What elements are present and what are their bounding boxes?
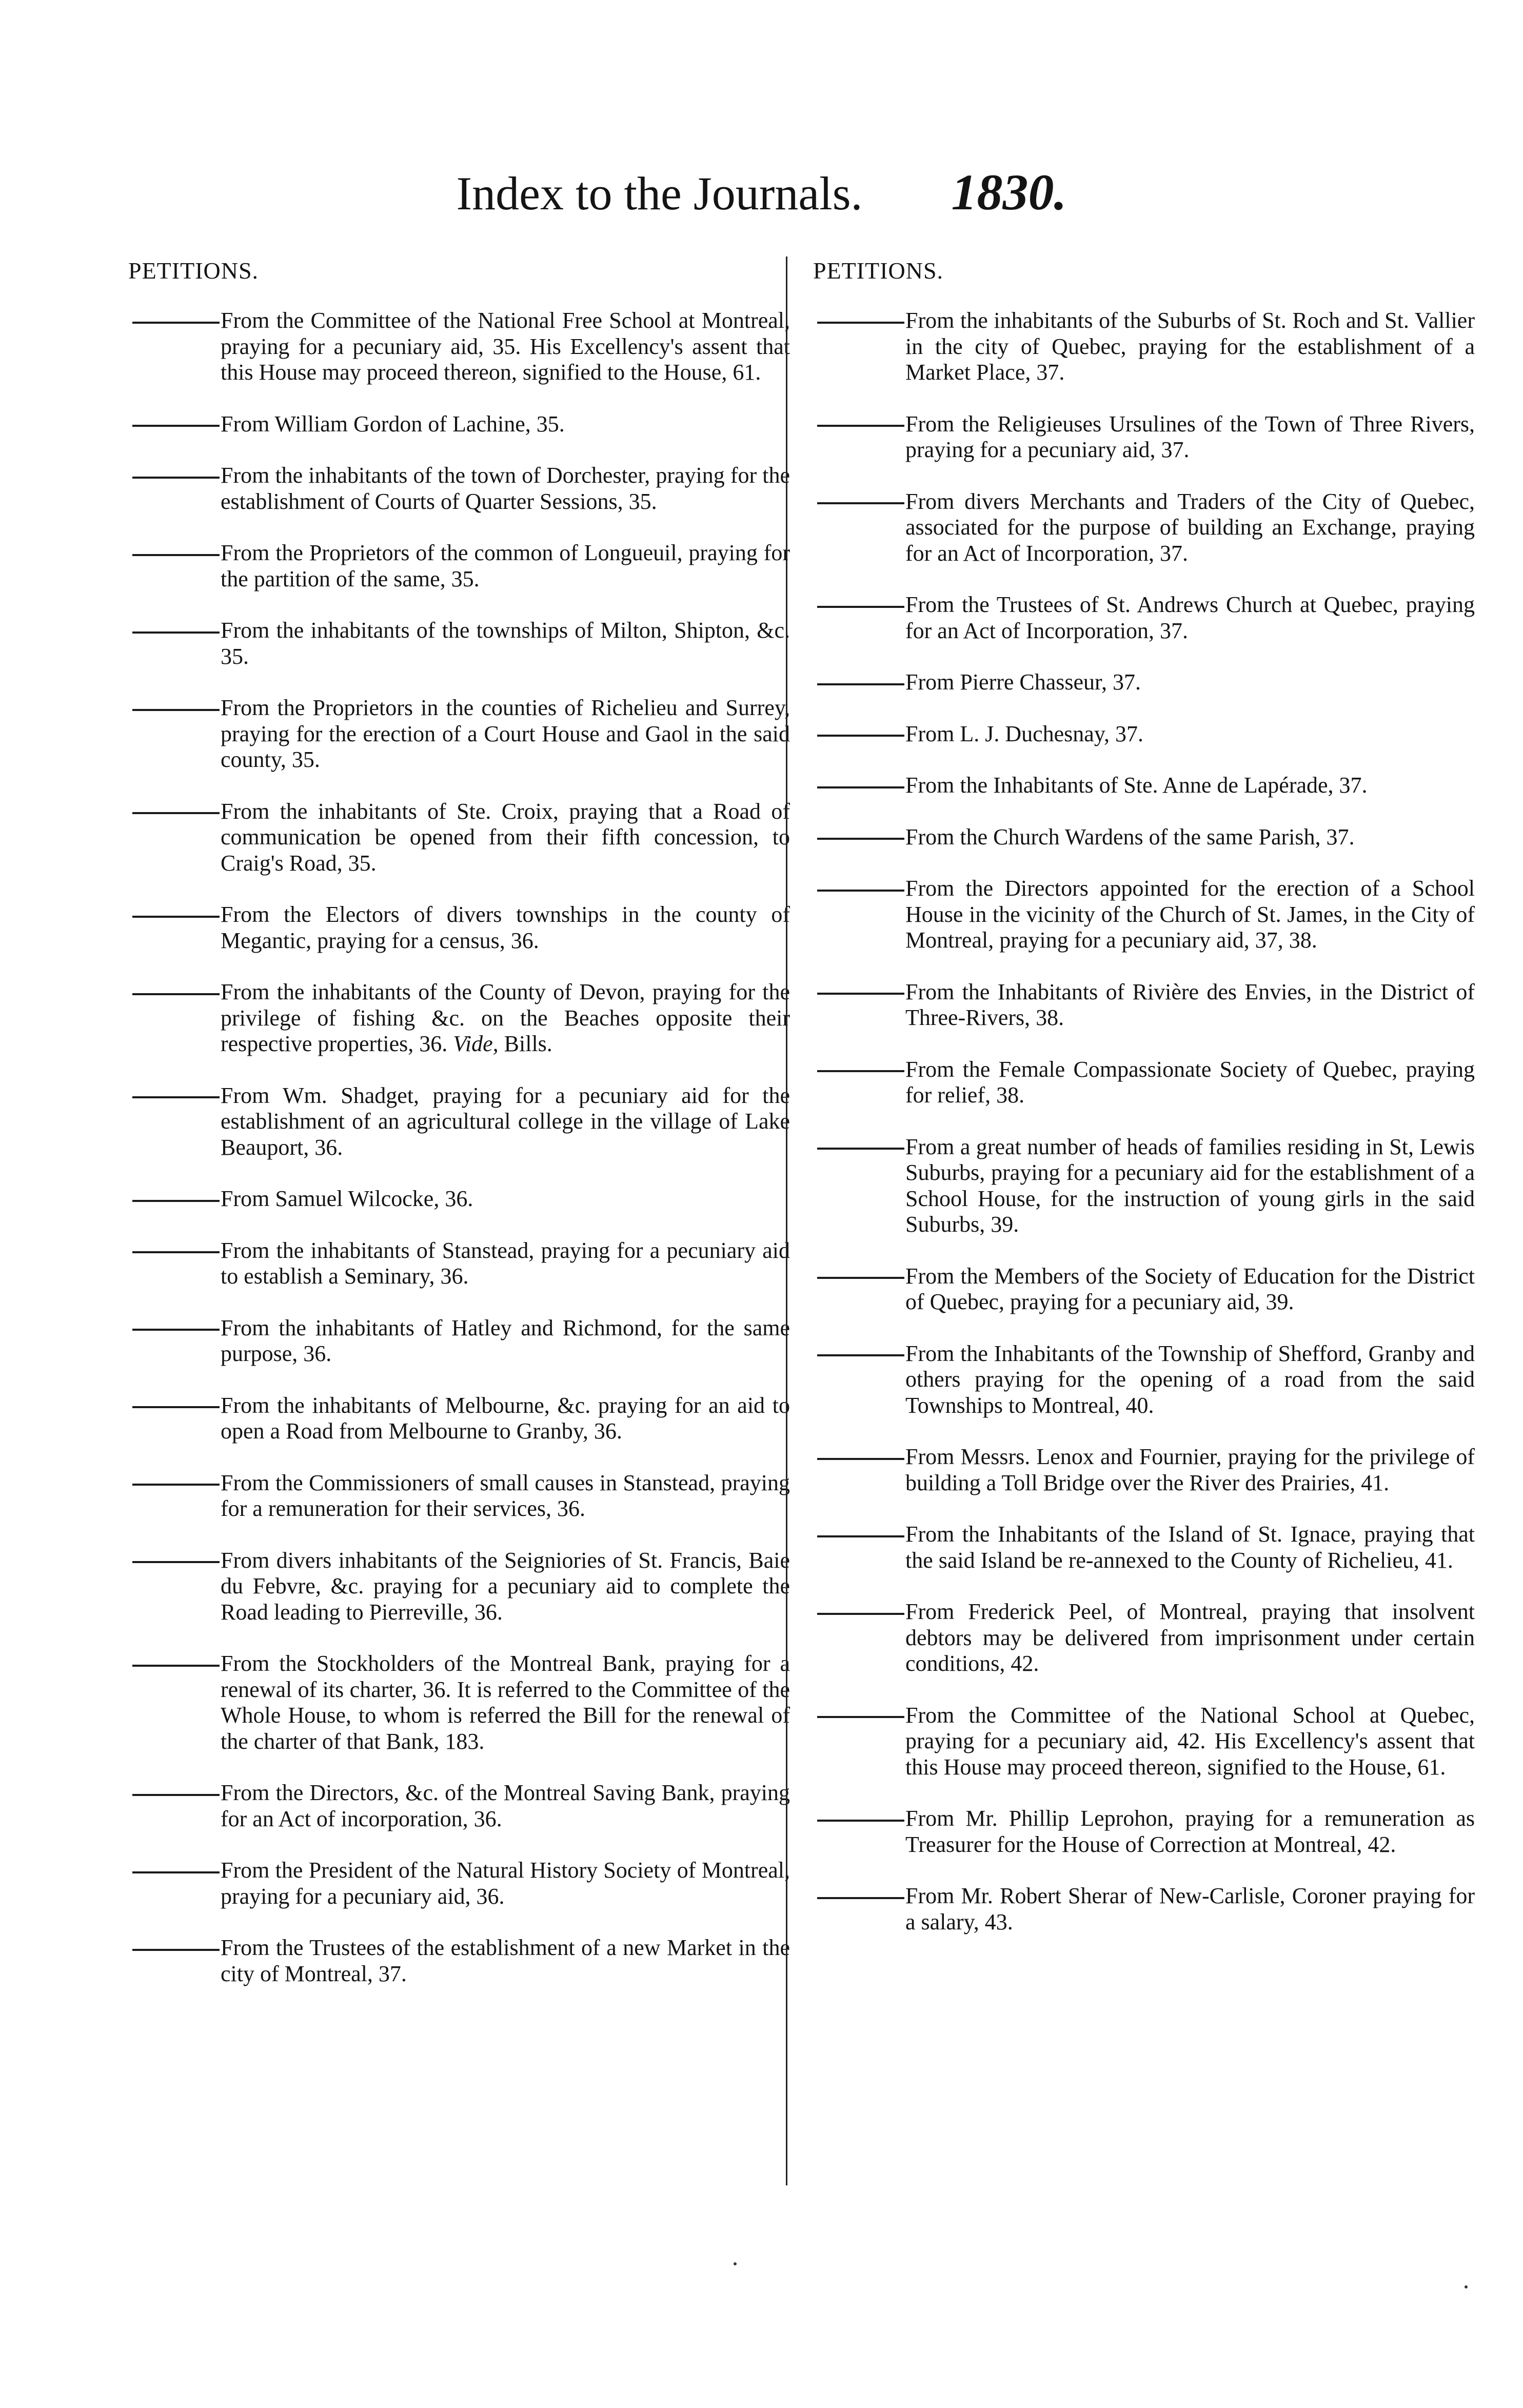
petition-left-entry [128, 1238, 790, 1290]
entry-dash [813, 320, 905, 325]
entry-text: From the Directors appointed for the erection of a School House in the vicinity of the Church of St. James, in the City of Montreal, praying for a pecuniary aid, 37, 38. [905, 876, 1475, 953]
entry-text: From the Inhabitants of the Township of Shefford, Granby and others praying for the opening of a road from the said Townships to Montreal, 40. [905, 1340, 1475, 1418]
petition-right-entry [813, 1134, 1475, 1238]
petition-right-entry [813, 1264, 1475, 1315]
entry-dash [813, 1611, 905, 1616]
entry-dash [813, 991, 905, 996]
petition-left-entry [128, 695, 790, 773]
entry-text: From the Committee of the National Free School at Montreal, praying for a pecuniary aid, 35. His Excellency's assent that this House may proceed thereon, signified to the House, 61. [221, 308, 790, 385]
entry-dash [813, 888, 905, 893]
left-column-heading: PETITIONS. [128, 258, 259, 284]
entry-dash [813, 1818, 905, 1823]
petition-right-entry [813, 592, 1475, 644]
petition-right-entry [813, 1806, 1475, 1858]
entry-text: From the Inhabitants of the Island of St. Ignace, praying that the said Island be re-annexed to the County of Richelieu, 41. [905, 1522, 1475, 1573]
petition-left-entry [128, 902, 790, 954]
left-column [128, 256, 790, 2012]
entry-dash [813, 682, 905, 687]
entry-text: From the inhabitants of the town of Dorchester, praying for the establishment of Courts of Quarter Sessions, 35. [221, 463, 790, 514]
entry-dash [813, 785, 905, 790]
entry-dash [128, 1198, 221, 1203]
petition-right-entry [813, 1883, 1475, 1935]
entry-text: From the Religieuses Ursulines of the Town of Three Rivers, praying for a pecuniary aid, 37. [905, 411, 1475, 462]
entry-text: From divers inhabitants of the Seigniories of St. Francis, Baie du Febvre, &c. praying for a pecuniary aid to complete the Road leading to Pierreville, 36. [221, 1547, 790, 1625]
entry-dash [128, 1095, 221, 1100]
entry-dash [813, 1534, 905, 1539]
page-title: Index to the Journals. [456, 167, 863, 220]
petition-left-entry [128, 799, 790, 877]
print-speck [1465, 2285, 1468, 2288]
entry-text: From Messrs. Lenox and Fournier, praying for the privilege of building a Toll Bridge over the River des Prairies, 41. [905, 1444, 1475, 1495]
entry-text: From the inhabitants of Melbourne, &c. praying for an aid to open a Road from Melbourne to Granby, 36. [221, 1392, 790, 1444]
petition-right-entry [813, 308, 1475, 386]
entry-text: From the Inhabitants of Rivière des Envies, in the District of Three-Rivers, 38. [905, 979, 1475, 1030]
entry-dash [128, 1947, 221, 1952]
entry-text: From the Inhabitants of Ste. Anne de Lapérade, 37. [905, 773, 1368, 798]
petition-right-entry [813, 1057, 1475, 1109]
entry-dash [128, 1792, 221, 1798]
entry-text: From Mr. Robert Sherar of New-Carlisle, Coroner praying for a salary, 43. [905, 1883, 1475, 1935]
right-column-heading: PETITIONS. [813, 258, 944, 284]
entry-text: From the Female Compassionate Society of Quebec, praying for relief, 38. [905, 1056, 1475, 1108]
petition-right-entry [813, 1703, 1475, 1781]
entry-text: From the Trustees of the establishment of a new Market in the city of Montreal, 37. [221, 1935, 790, 1986]
petition-left-entry [128, 618, 790, 669]
entry-dash [128, 1405, 221, 1410]
entry-dash [128, 1482, 221, 1487]
petition-right-entry [813, 824, 1475, 851]
petition-right-entry [813, 773, 1475, 799]
entry-dash [128, 1327, 221, 1332]
petition-right-entry [813, 1599, 1475, 1677]
entry-text: From the Committee of the National School at Quebec, praying for a pecuniary aid, 42. His Excellency's assent that this House may proceed thereon, signified to the House, 61. [905, 1702, 1475, 1780]
entry-dash [813, 604, 905, 609]
entry-dash [128, 1663, 221, 1668]
print-speck [734, 2262, 737, 2265]
petition-left-entry [128, 1315, 790, 1367]
entry-text: From the Members of the Society of Education for the District of Quebec, praying for a pecuniary aid, 39. [905, 1263, 1475, 1314]
entry-dash [813, 1353, 905, 1358]
entry-text: From Pierre Chasseur, 37. [905, 669, 1141, 695]
right-entry-list [813, 308, 1475, 1935]
petition-left-entry [128, 979, 790, 1057]
entry-text: From L. J. Duchesnay, 37. [905, 721, 1143, 746]
entry-text: From the Commissioners of small causes in Stanstead, praying for a remuneration for their services, 36. [221, 1470, 790, 1521]
left-entry-list [128, 308, 790, 1987]
petition-right-entry [813, 979, 1475, 1031]
petition-right-entry [813, 1341, 1475, 1419]
petition-left-entry [128, 463, 790, 515]
entry-dash [128, 992, 221, 997]
petition-left-entry [128, 1935, 790, 1987]
entry-text: From the Stockholders of the Montreal Bank, praying for a renewal of its charter, 36. It is referred to the Committee of the Whole House, to whom is referred the Bill for the renewal of the charter of that Bank, 183. [221, 1651, 790, 1754]
entry-text: From Frederick Peel, of Montreal, praying that insolvent debtors may be delivered from imprisonment under certain conditions, 42. [905, 1599, 1475, 1676]
entry-text: From the inhabitants of Hatley and Richmond, for the same purpose, 36. [221, 1315, 790, 1366]
petition-left-entry [128, 1780, 790, 1832]
entry-text: From divers Merchants and Traders of the City of Quebec, associated for the purpose of building an Exchange, praying for an Act of Incorporation, 37. [905, 488, 1475, 566]
page-year: 1830. [951, 164, 1067, 221]
page-header [0, 164, 1523, 222]
petition-left-entry [128, 1651, 790, 1754]
petition-left-entry [128, 1470, 790, 1522]
entry-dash [128, 811, 221, 816]
petition-right-entry [813, 489, 1475, 567]
entry-text: From Samuel Wilcocke, 36. [221, 1186, 473, 1211]
entry-text: From a great number of heads of families residing in St, Lewis Suburbs, praying for a pecuniary aid for the establishment of a School House, for the instruction of young girls in the said Suburbs, 39. [905, 1134, 1475, 1237]
petition-left-entry [128, 411, 790, 438]
petition-left-entry [128, 1858, 790, 1909]
petition-right-entry [813, 1522, 1475, 1573]
petition-right-entry [813, 1444, 1475, 1496]
entry-text: From Wm. Shadget, praying for a pecuniary aid for the establishment of an agricultural college in the village of Lake Beauport, 36. [221, 1082, 790, 1160]
entry-text: From William Gordon of Lachine, 35. [221, 411, 565, 437]
entry-text: From the Proprietors in the counties of Richelieu and Surrey, praying for the erection of a Court House and Gaol in the said county, 35. [221, 695, 790, 772]
entry-dash [128, 914, 221, 919]
entry-dash [128, 423, 221, 428]
petition-right-entry [813, 669, 1475, 696]
petition-left-entry [128, 1186, 790, 1212]
entry-text: From the inhabitants of the County of Devon, praying for the privilege of fishing &c. on the Beaches opposite their respective properties, 36. Vide, Bills. [221, 979, 790, 1056]
entry-dash [813, 733, 905, 738]
entry-dash [128, 320, 221, 325]
entry-text: From the Trustees of St. Andrews Church at Quebec, praying for an Act of Incorporation, 37. [905, 592, 1475, 643]
entry-text: From the inhabitants of Stanstead, praying for a pecuniary aid to establish a Seminary, 36. [221, 1237, 790, 1289]
entry-dash [813, 501, 905, 506]
petition-right-entry [813, 721, 1475, 747]
entry-text: From the inhabitants of the Suburbs of St. Roch and St. Vallier in the city of Quebec, praying for the establishment of a Market Place, 37. [905, 308, 1475, 385]
entry-dash [813, 423, 905, 428]
entry-dash [128, 552, 221, 558]
entry-dash [813, 1896, 905, 1901]
petition-left-entry [128, 308, 790, 386]
entry-text: From the Directors, &c. of the Montreal Saving Bank, praying for an Act of incorporation, 36. [221, 1780, 790, 1831]
petition-left-entry [128, 540, 790, 592]
right-column [813, 256, 1475, 1961]
petition-left-entry [128, 1393, 790, 1445]
entry-dash [128, 1870, 221, 1875]
entry-dash [813, 836, 905, 841]
entry-text: From Mr. Phillip Leprohon, praying for a remuneration as Treasurer for the House of Correction at Montreal, 42. [905, 1806, 1475, 1857]
petition-left-entry [128, 1083, 790, 1161]
petition-right-entry [813, 411, 1475, 463]
entry-dash [128, 475, 221, 480]
entry-dash [128, 1250, 221, 1255]
entry-text: From the Proprietors of the common of Longueuil, praying for the partition of the same, 35. [221, 540, 790, 591]
petition-right-entry [813, 876, 1475, 954]
entry-dash [128, 707, 221, 713]
column-divider [786, 256, 787, 2185]
entry-text: From the Church Wardens of the same Parish, 37. [905, 824, 1355, 850]
entry-dash [813, 1275, 905, 1280]
entry-text: From the inhabitants of the townships of Milton, Shipton, &c. 35. [221, 618, 790, 669]
entry-dash [813, 1714, 905, 1720]
entry-dash [813, 1146, 905, 1151]
entry-dash [128, 1560, 221, 1565]
entry-text: From the President of the Natural History Society of Montreal, praying for a pecuniary aid, 36. [221, 1858, 790, 1909]
entry-text: From the inhabitants of Ste. Croix, praying that a Road of communication be opened from their fifth concession, to Craig's Road, 35. [221, 798, 790, 876]
entry-dash [813, 1069, 905, 1074]
entry-dash [128, 630, 221, 635]
petition-left-entry [128, 1548, 790, 1626]
entry-dash [813, 1456, 905, 1462]
entry-text: From the Electors of divers townships in the county of Megantic, praying for a census, 36. [221, 902, 790, 953]
